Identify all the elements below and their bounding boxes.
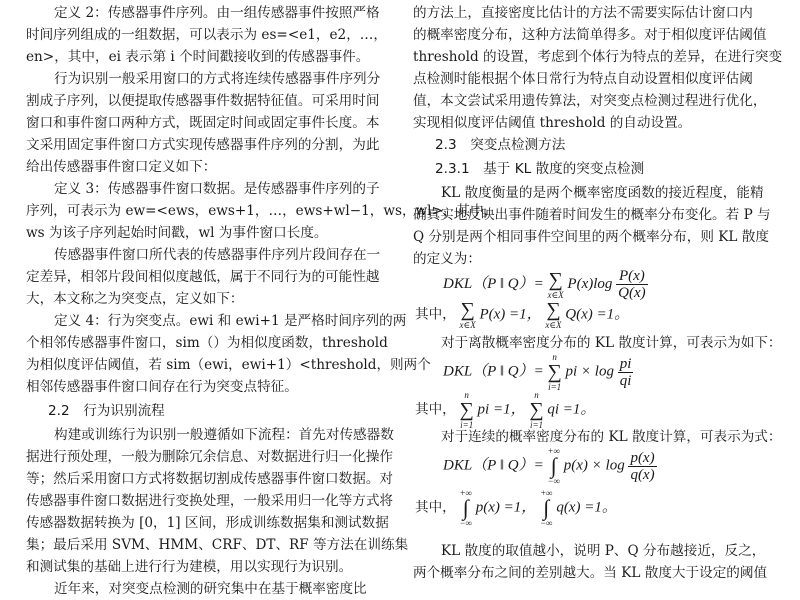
integral-operator: +∞ ∫ −∞ <box>547 446 560 486</box>
para-line: 传感器事件窗口所代表的传感器事件序列片段间存在一 <box>54 247 381 263</box>
def3-line-2: 序列，可表示为 ew=<ews，ews+1，…，ews+wl−1，ws，wl>，其中， <box>26 203 498 219</box>
para-line: 对于连续的概率密度分布的 KL 散度计算，可表示为式： <box>441 429 782 445</box>
def3-line-3: ws 为该子序列起始时间戳，wl 为事件窗口长度。 <box>26 225 328 241</box>
para-line: 割成子序列，以便提取传感器事件数据特征值。可采用时间 <box>26 93 380 109</box>
para-line: 传感器事件窗口数据进行变换处理，一般采用归一化等方式将 <box>26 493 394 509</box>
where2-term-1: pi =1， <box>477 401 526 418</box>
para-line: 确真实地反映出事件随着时间发生的概率分布变化。若 P 与 <box>413 207 771 223</box>
def2-line-1: 定义 2：传感器事件序列。由一组传感器事件按照严格 <box>54 5 380 21</box>
para-line: 近年来，对突变点检测的研究集中在基于概率密度比 <box>54 581 367 597</box>
para-line: 对于离散概率密度分布的 KL 散度计算，可表示为如下： <box>441 335 782 351</box>
para-line: 实现相似度评估阈值 threshold 的自动设置。 <box>413 115 692 131</box>
eq3-fraction <box>628 450 656 483</box>
para-line: 和测试集的基础上进行行为建模，用以实现行为识别。 <box>26 559 353 575</box>
eq2-denominator: qi <box>619 372 632 389</box>
eq1-fraction <box>616 268 647 301</box>
where-clause-3 <box>415 488 617 528</box>
where-prefix: 其中， <box>415 401 456 418</box>
integral-lower-limit: −∞ <box>459 518 473 528</box>
sum-lower-limit: x∈X <box>459 320 476 330</box>
para-line: 的概率密度分布，这种方法简单得多。对于相似度评估阈值 <box>413 27 767 43</box>
integral-operator: +∞ ∫ −∞ <box>540 488 553 528</box>
para-line: 给出传感器事件窗口定义如下： <box>26 159 217 175</box>
where1-term-2: Q(x) =1。 <box>565 306 630 323</box>
para-line: 点检测时能根据个体日常行为特点自动设置相似度评估阈 <box>413 71 753 87</box>
para-line: Q 分别是两个相同事件空间里的两个概率分布，则 KL 散度 <box>413 229 769 245</box>
para-line: 的方法上，直接密度比估计的方法不需要实际估计窗口内 <box>413 5 753 21</box>
para-line: 等；然后采用窗口方式将数据切割成传感器事件窗口数据。对 <box>26 471 394 487</box>
sum-upper-limit: n <box>552 352 557 362</box>
para-line: 的定义为： <box>413 251 481 267</box>
where-clause-1 <box>415 300 629 330</box>
def4-line-1: 定义 4：行为突变点。ewi 和 ewi+1 是严格时间序列的两 <box>54 313 407 329</box>
sum-lower-limit: i=1 <box>460 420 474 430</box>
def2-line-3: en>，其中，ei 表示第 i 个时间戳接收到的传感器事件。 <box>26 49 370 65</box>
eq1-denominator: Q(x) <box>618 285 646 301</box>
where1-term-1: P(x) =1， <box>479 306 542 323</box>
where3-term-2: q(x) =1。 <box>556 499 617 516</box>
para-line: 行为识别一般采用窗口的方式将连续传感器事件序列分 <box>54 71 381 87</box>
def4-line-4: 相邻传感器事件窗口间存在行为突变点特征。 <box>26 379 298 395</box>
para-line: threshold 的设置，考虑到个体行为特点的差异，在进行突变 <box>413 49 783 65</box>
eq1-term: P(x)log <box>567 275 613 292</box>
sum-lower-limit: i=1 <box>548 382 562 392</box>
where2-term-2: qi =1。 <box>547 401 596 418</box>
section-heading-2-3: 2.3 突变点检测方法 <box>435 137 566 153</box>
sum-operator: ∑ x∈X <box>545 299 562 330</box>
para-line: 文采用固定事件窗口方式实现传感器事件序列的分割，为此 <box>26 137 380 153</box>
sum-operator: n ∑ i=1 <box>547 352 562 392</box>
para-line: 据进行预处理，一般为删除冗余信息、对数据进行归一化操作 <box>26 449 394 465</box>
eq2-term: pi × log <box>565 363 614 380</box>
where-prefix: 其中， <box>415 306 456 323</box>
where-prefix: 其中， <box>415 499 456 516</box>
sum-lower-limit: i=1 <box>529 420 544 430</box>
eq2-numerator: pi <box>619 355 632 372</box>
para-line: KL 散度衡量的是两个概率密度函数的接近程度，能精 <box>441 185 764 201</box>
sum-operator: n ∑ i=1 <box>529 390 544 430</box>
section-heading-2-3-1: 2.3.1 基于 KL 散度的突变点检测 <box>435 161 645 177</box>
def2-line-2: 时间序列组成的一组数据，可以表示为 es=<e1，e2，…， <box>26 27 387 43</box>
integral-lower-limit: −∞ <box>540 518 553 528</box>
eq1-lhs: DKL（P ‖ Q）= <box>443 275 544 292</box>
eq3-lhs: DKL（P ‖ Q）= <box>443 457 544 474</box>
equation-kl-discrete <box>443 352 633 392</box>
section-heading-2-2: 2.2 行为识别流程 <box>48 403 165 419</box>
where-clause-2 <box>415 390 595 430</box>
para-line: 两个概率分布之间的差别越大。当 KL 散度大于设定的阈值 <box>413 565 768 581</box>
sum-upper-limit: n <box>464 390 469 400</box>
where3-term-1: p(x) =1， <box>475 499 537 516</box>
sum-operator: ∑ x∈X <box>459 299 476 330</box>
para-line: 定差异，相邻片段间相似度越低，属于不同行为的可能性越 <box>26 269 380 285</box>
def3-line-1: 定义 3：传感器事件窗口数据。是传感器事件序列的子 <box>54 181 380 197</box>
sum-lower-limit: x∈X <box>545 320 562 330</box>
para-line: 大，本文称之为突变点，定义如下： <box>26 291 244 307</box>
def4-line-2: 个相邻传感器事件窗口，sim（）为相似度函数，threshold <box>26 335 388 351</box>
para-line: 构建或训练行为识别一般遵循如下流程：首先对传感器数 <box>54 427 394 443</box>
eq1-numerator: P(x) <box>616 268 647 285</box>
equation-kl-definition <box>443 268 648 301</box>
eq3-denominator: q(x) <box>630 466 655 483</box>
eq2-lhs: DKL（P ‖ Q）= <box>443 363 544 380</box>
para-line: 集；最后采用 SVM、HMM、CRF、DT、RF 等方法在训练集 <box>26 537 409 553</box>
sum-operator: ∑ x∈X <box>547 268 564 300</box>
integral-upper-limit: +∞ <box>540 488 553 498</box>
equation-kl-continuous <box>443 446 657 486</box>
eq2-fraction <box>618 356 634 389</box>
sum-upper-limit: n <box>534 390 539 400</box>
para-line: 窗口和事件窗口两种方式，既固定时间或固定事件长度。本 <box>26 115 380 131</box>
para-line: KL 散度的取值越小，说明 P、Q 分布越接近，反之， <box>441 543 766 559</box>
integral-upper-limit: +∞ <box>547 446 560 456</box>
eq3-term: p(x) × log <box>563 457 625 474</box>
sum-operator: n ∑ i=1 <box>459 390 474 430</box>
integral-upper-limit: +∞ <box>459 488 473 498</box>
sum-lower-limit: x∈X <box>547 289 564 300</box>
integral-lower-limit: −∞ <box>547 476 560 486</box>
eq3-numerator: p(x) <box>630 449 655 466</box>
def4-line-3: 为相似度评估阈值，若 sim（ewi，ewi+1）<threshold，则两个 <box>26 357 431 373</box>
para-line: 值，本文尝试采用遗传算法，对突变点检测过程进行优化， <box>413 93 767 109</box>
para-line: 传感器数据转换为 [0，1] 区间，形成训练数据集和测试数据 <box>26 515 389 531</box>
integral-operator: +∞ ∫ −∞ <box>459 488 473 528</box>
